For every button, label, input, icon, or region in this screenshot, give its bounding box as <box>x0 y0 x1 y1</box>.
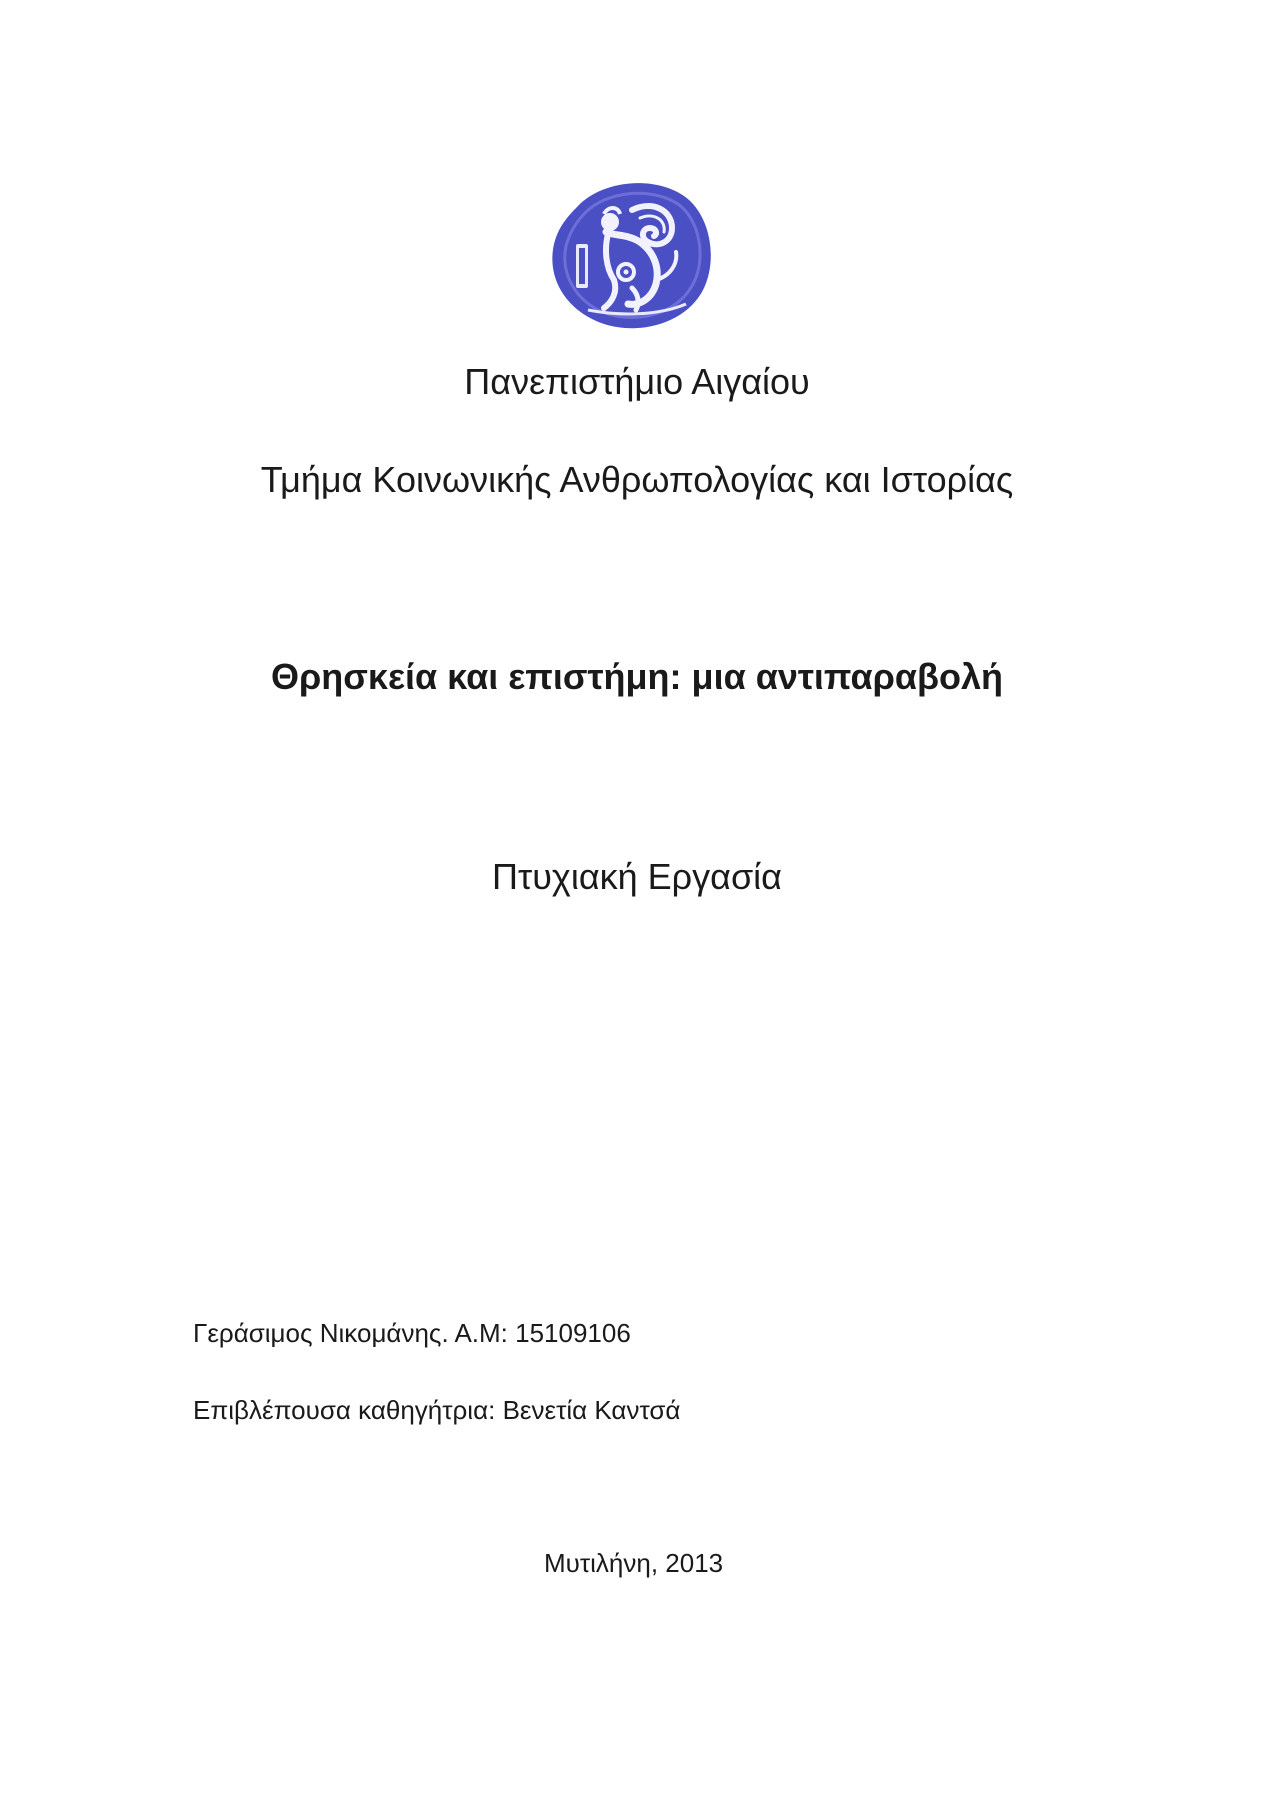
document-type: Πτυχιακή Εργασία <box>492 856 782 897</box>
department-name: Τμήμα Κοινωνικής Ανθρωπολογίας και Ιστορίας <box>260 459 1014 500</box>
thesis-title: Θρησκεία και επιστήμη: μια αντιπαραβολή <box>271 656 1003 697</box>
university-seal-icon <box>548 176 716 332</box>
supervisor-line: Επιβλέπουσα καθηγήτρια: Βενετία Καντσά <box>193 1395 681 1425</box>
university-name: Πανεπιστήμιο Αιγαίου <box>464 361 810 402</box>
author-line: Γεράσιμος Νικομάνης. Α.Μ: 15109106 <box>193 1318 631 1348</box>
place-date: Μυτιλήνη, 2013 <box>544 1548 724 1578</box>
